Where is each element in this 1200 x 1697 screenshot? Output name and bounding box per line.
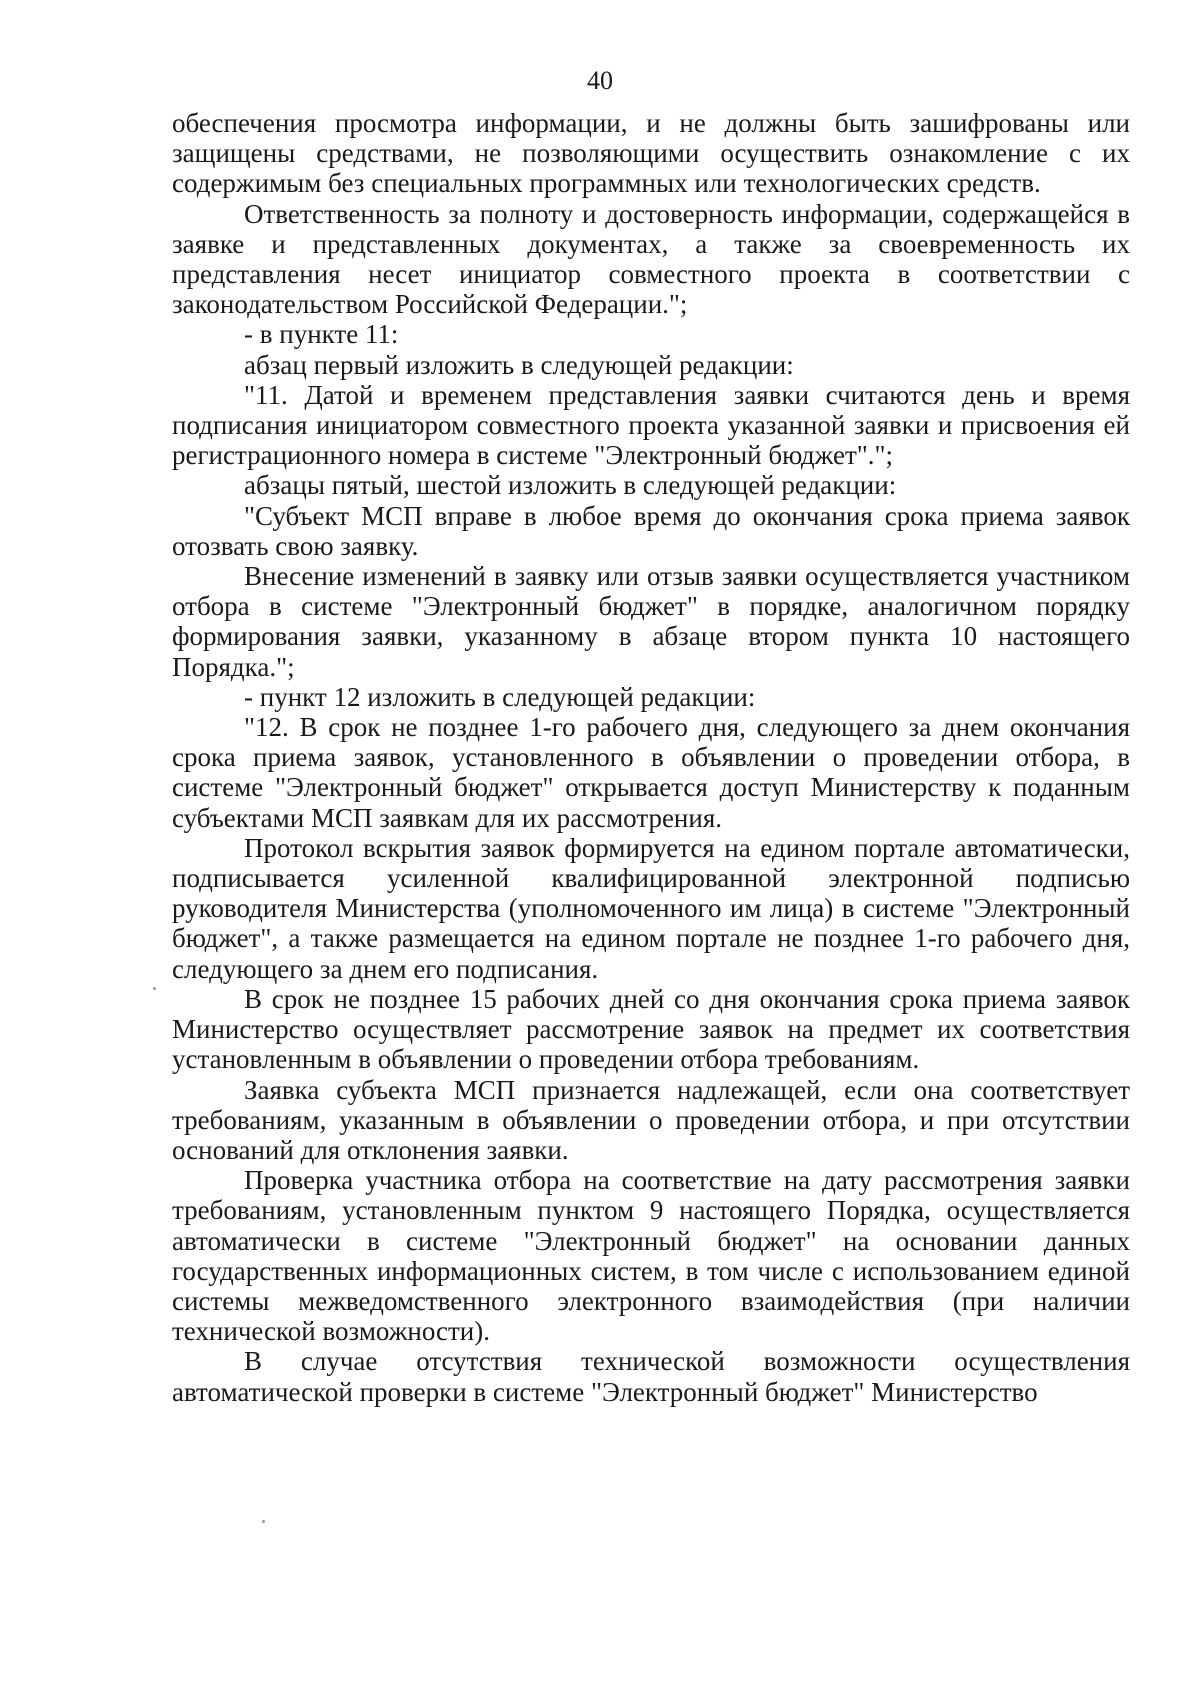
paragraph: обеспечения просмотра информации, и не должны быть зашифрованы или защищены средствами, не позволяющими осуществить ознакомление с их содержимым без специальных программных или технологических средств. [172,108,1130,199]
paragraph: абзац первый изложить в следующей редакции: [244,349,794,380]
paragraph: "11. Датой и временем представления заявки считаются день и время подписания инициатором совместного проекта указанной заявки и присвоения ей регистрационного номера в системе "Электронный бюджет"."; [172,379,1130,471]
paragraph: абзацы пятый, шестой изложить в следующей редакции: [244,470,897,501]
paragraph: Протокол вскрытия заявок формируется на едином портале автоматически, подписывается усиленной квалифицированной электронной подписью руководителя Министерства (уполномоченного им лица) в системе "Электронный бюджет", а также размещается на едином портале не позднее 1-го рабочего дня, следующего за днем его подписания. [172,832,1130,984]
paragraph: В срок не позднее 15 рабочих дней со дня окончания срока приема заявок Министерство осуществляет рассмотрение заявок на предмет их соответствия установленным в объявлении о проведении отбора требованиям. [172,983,1130,1075]
paragraph: - в пункте 11: [244,319,399,350]
scan-speck [153,987,156,990]
paragraph: Заявка субъекта МСП признается надлежащей, если она соответствует требованиям, указанным в объявлении о проведении отбора, и при отсутствии оснований для отклонения заявки. [172,1074,1130,1165]
document-body [172,108,1130,1407]
page-number: 40 [587,66,613,95]
paragraph: Внесение изменений в заявку или отзыв заявки осуществляется участником отбора в системе "Электронный бюджет" в порядке, аналогичном порядку формирования заявки, указанному в абзаце втором пункта 10 настоящего Порядка."; [172,561,1130,682]
paragraph: В случае отсутствия технической возможности осуществления автоматической проверки в системе "Электронный бюджет" Министерство [172,1346,1130,1407]
paragraph: Ответственность за полноту и достоверность информации, содержащейся в заявке и представленных документах, а также за своевременность их представления несет инициатор совместного проекта в соответствии с законодательством Российской Федерации."; [172,198,1130,320]
paragraph: "12. В срок не позднее 1-го рабочего дня, следующего за днем окончания срока приема заявок, установленного в объявлении о проведении отбора, в системе "Электронный бюджет" открывается доступ Министерству к поданным субъектами МСП заявкам для их рассмотрения. [172,712,1130,833]
paragraph: "Субъект МСП вправе в любое время до окончания срока приема заявок отозвать свою заявку. [172,500,1130,561]
paragraph: - пункт 12 изложить в следующей редакции: [244,681,756,712]
scan-speck [262,1520,265,1523]
paragraph: Проверка участника отбора на соответствие на дату рассмотрения заявки требованиям, установленным пунктом 9 настоящего Порядка, осуществляется автоматически в системе "Электронный бюджет" на основании данных государственных информационных систем, в том числе с использованием единой системы межведомственного электронного взаимодействия (при наличии технической возможности). [172,1165,1130,1347]
